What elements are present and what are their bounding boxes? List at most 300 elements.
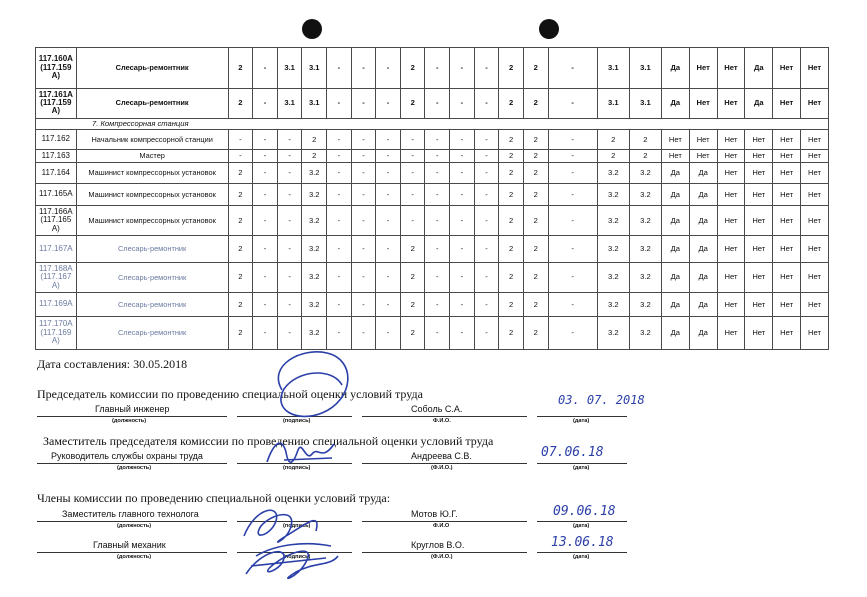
table-cell: 3.2	[597, 184, 629, 206]
table-cell: 3.2	[629, 293, 661, 317]
table-row	[36, 317, 829, 350]
workplace-code: 117.163	[36, 150, 77, 162]
caption-signature: (подпись)	[283, 554, 311, 560]
table-cell: -	[253, 236, 278, 262]
table-cell: Да	[689, 262, 717, 293]
table-cell: Нет	[689, 150, 717, 162]
table-cell: -	[474, 150, 499, 162]
table-cell: -	[450, 262, 475, 293]
table-cell: -	[351, 48, 376, 89]
table-cell: -	[351, 236, 376, 262]
punch-hole-right	[539, 19, 559, 39]
caption-signature: (подпись)	[283, 465, 311, 471]
table-cell: 3.2	[597, 236, 629, 262]
table-cell: -	[548, 293, 597, 317]
table-cell: -	[376, 150, 401, 162]
table-cell: -	[327, 150, 352, 162]
table-cell: 3.1	[597, 48, 629, 89]
table-cell: -	[277, 205, 302, 236]
table-cell: 2	[499, 129, 524, 149]
table-cell: Нет	[801, 205, 829, 236]
table-cell: 2	[523, 88, 548, 118]
member-2-name: Круглов В.О.	[411, 540, 465, 550]
table-cell: 2	[499, 205, 524, 236]
member-1-position: Заместитель главного технолога	[62, 509, 199, 519]
caption-signature: (подпись)	[283, 418, 311, 424]
caption-date: (дата)	[573, 465, 590, 471]
table-cell: 3.2	[597, 293, 629, 317]
table-cell: -	[425, 88, 450, 118]
table-cell: -	[376, 205, 401, 236]
table-cell: 2	[523, 150, 548, 162]
workplace-code: 117.164	[36, 162, 77, 184]
table-cell: -	[425, 184, 450, 206]
table-cell: -	[351, 262, 376, 293]
table-cell: -	[548, 317, 597, 350]
table-cell: 2	[499, 236, 524, 262]
table-cell: Нет	[717, 129, 745, 149]
table-cell: Нет	[801, 48, 829, 89]
table-cell: 3.2	[302, 162, 327, 184]
table-cell: -	[351, 317, 376, 350]
table-cell: Да	[689, 162, 717, 184]
table-cell: 2	[400, 317, 425, 350]
job-title: Слесарь-ремонтник	[76, 317, 228, 350]
caption-date: (дата)	[573, 554, 590, 560]
table-cell: -	[425, 129, 450, 149]
table-cell: Да	[689, 317, 717, 350]
deputy-name: Андреева С.В.	[411, 451, 472, 461]
table-cell: Нет	[773, 205, 801, 236]
table-cell: -	[450, 48, 475, 89]
table-cell: 3.2	[629, 162, 661, 184]
table-cell: 2	[228, 317, 253, 350]
table-row	[36, 205, 829, 236]
table-cell: Нет	[717, 293, 745, 317]
table-cell: 2	[400, 262, 425, 293]
table-cell: Нет	[745, 317, 773, 350]
table-cell: 3.2	[629, 262, 661, 293]
table-cell: Нет	[717, 48, 745, 89]
table-cell: -	[548, 150, 597, 162]
table-cell: -	[327, 48, 352, 89]
table-cell: -	[548, 162, 597, 184]
table-cell: Нет	[801, 184, 829, 206]
table-cell: Нет	[717, 236, 745, 262]
table-cell: 3.1	[597, 88, 629, 118]
table-row	[36, 150, 829, 162]
job-title: Машинист компрессорных установок	[76, 162, 228, 184]
table-cell: 3.2	[629, 184, 661, 206]
table-cell: -	[450, 317, 475, 350]
table-cell: -	[474, 205, 499, 236]
table-cell: 2	[523, 262, 548, 293]
table-cell: 2	[400, 88, 425, 118]
caption-name: (Ф.И.О.)	[431, 465, 453, 471]
table-cell: -	[351, 150, 376, 162]
table-cell: 2	[499, 184, 524, 206]
table-cell: -	[400, 162, 425, 184]
deputy-heading: Заместитель председателя комиссии по проведению специальной оценки условий труда	[43, 434, 494, 448]
table-cell: -	[474, 88, 499, 118]
table-cell: -	[376, 129, 401, 149]
table-cell: -	[327, 293, 352, 317]
table-cell: -	[228, 129, 253, 149]
table-cell: Да	[689, 205, 717, 236]
table-cell: Да	[661, 205, 689, 236]
table-cell: Да	[745, 88, 773, 118]
table-cell: 2	[499, 150, 524, 162]
table-cell: -	[327, 236, 352, 262]
table-row	[36, 129, 829, 149]
job-title: Слесарь-ремонтник	[76, 236, 228, 262]
table-cell: -	[277, 129, 302, 149]
table-cell: 3.2	[302, 236, 327, 262]
table-cell: -	[253, 184, 278, 206]
table-cell: -	[474, 162, 499, 184]
table-cell: -	[376, 293, 401, 317]
table-cell: 3.2	[302, 205, 327, 236]
table-cell: 2	[499, 317, 524, 350]
table-cell: -	[425, 150, 450, 162]
table-cell: -	[474, 129, 499, 149]
table-cell: 2	[597, 129, 629, 149]
table-cell: Нет	[717, 88, 745, 118]
table-cell: Нет	[801, 293, 829, 317]
table-cell: 2	[629, 129, 661, 149]
table-cell: Нет	[717, 317, 745, 350]
table-cell: Да	[661, 88, 689, 118]
table-cell: Нет	[801, 88, 829, 118]
table-cell: Нет	[717, 205, 745, 236]
table-cell: -	[351, 88, 376, 118]
table-cell: 2	[302, 129, 327, 149]
table-cell: -	[327, 184, 352, 206]
table-cell: Нет	[801, 236, 829, 262]
caption-date: (дата)	[573, 418, 590, 424]
table-cell: -	[277, 150, 302, 162]
table-cell: -	[474, 236, 499, 262]
workplace-code: 117.170А (117.169 А)	[36, 317, 77, 350]
table-cell: Нет	[717, 150, 745, 162]
table-cell: 3.2	[629, 236, 661, 262]
table-cell: 3.1	[277, 48, 302, 89]
table-cell: Нет	[773, 262, 801, 293]
table-cell: Да	[689, 184, 717, 206]
table-cell: 3.2	[597, 317, 629, 350]
chairman-heading: Председатель комиссии по проведению специальной оценки условий труда	[37, 387, 423, 401]
member-2-date: 13.06.18	[551, 535, 614, 550]
table-cell: Да	[661, 317, 689, 350]
caption-position: (должность)	[117, 523, 152, 529]
table-cell: -	[376, 317, 401, 350]
table-cell: -	[277, 236, 302, 262]
table-cell: Нет	[689, 129, 717, 149]
table-cell: -	[474, 184, 499, 206]
table-cell: -	[228, 150, 253, 162]
table-cell: -	[253, 48, 278, 89]
table-cell: -	[327, 88, 352, 118]
table-cell: -	[253, 262, 278, 293]
section-row	[36, 118, 829, 129]
caption-signature: (подпись)	[283, 523, 311, 529]
table-cell: Нет	[773, 129, 801, 149]
table-cell: -	[277, 317, 302, 350]
table-cell: -	[327, 262, 352, 293]
table-cell: Нет	[717, 184, 745, 206]
table-cell: -	[548, 88, 597, 118]
table-cell: -	[351, 293, 376, 317]
table-cell: 2	[499, 88, 524, 118]
table-cell: -	[400, 129, 425, 149]
workplace-code: 117.168А (117.167 А)	[36, 262, 77, 293]
table-cell: 2	[228, 88, 253, 118]
workplace-code: 117.169А	[36, 293, 77, 317]
table-cell: 2	[228, 262, 253, 293]
table-cell: -	[376, 88, 401, 118]
table-cell: 3.1	[277, 88, 302, 118]
table-cell: -	[253, 88, 278, 118]
caption-name: (Ф.И.О.)	[431, 554, 453, 560]
table-cell: 3.2	[302, 262, 327, 293]
table-cell: Нет	[773, 48, 801, 89]
table-cell: -	[425, 48, 450, 89]
job-title: Слесарь-ремонтник	[76, 293, 228, 317]
caption-position: (должность)	[112, 418, 147, 424]
table-cell: Да	[689, 293, 717, 317]
table-cell: -	[376, 236, 401, 262]
section-title: 7. Компрессорная станция	[36, 118, 829, 129]
job-title: Слесарь-ремонтник	[76, 48, 228, 89]
table-cell: -	[548, 205, 597, 236]
table-cell: 2	[597, 150, 629, 162]
table-cell: -	[327, 205, 352, 236]
table-cell: -	[450, 293, 475, 317]
table-cell: -	[253, 129, 278, 149]
table-cell: -	[425, 293, 450, 317]
table-cell: -	[425, 236, 450, 262]
table-row	[36, 184, 829, 206]
table-cell: -	[351, 162, 376, 184]
workplace-code: 117.162	[36, 129, 77, 149]
table-cell: Нет	[773, 162, 801, 184]
table-cell: -	[253, 317, 278, 350]
table-cell: -	[253, 162, 278, 184]
table-cell: -	[376, 184, 401, 206]
table-cell: -	[351, 184, 376, 206]
table-cell: Да	[661, 162, 689, 184]
deputy-date: 07.06.18	[541, 445, 604, 460]
table-cell: -	[425, 162, 450, 184]
chairman-signature	[262, 345, 362, 425]
table-row	[36, 162, 829, 184]
table-cell: -	[450, 162, 475, 184]
table-cell: Нет	[773, 236, 801, 262]
table-cell: 2	[400, 48, 425, 89]
table-cell: 2	[629, 150, 661, 162]
table-cell: Нет	[773, 150, 801, 162]
table-cell: 3.2	[302, 293, 327, 317]
workplace-code: 117.165А	[36, 184, 77, 206]
workplace-code: 117.167А	[36, 236, 77, 262]
table-cell: Нет	[773, 88, 801, 118]
table-cell: 2	[400, 236, 425, 262]
table-cell: 3.2	[597, 205, 629, 236]
table-cell: 2	[499, 262, 524, 293]
table-cell: 2	[499, 293, 524, 317]
table-cell: Нет	[717, 162, 745, 184]
table-cell: Нет	[773, 293, 801, 317]
table-cell: Нет	[801, 317, 829, 350]
table-cell: 2	[523, 48, 548, 89]
table-cell: 3.2	[302, 317, 327, 350]
compilation-date: Дата составления: 30.05.2018	[37, 357, 188, 371]
table-row	[36, 48, 829, 89]
table-cell: 3.2	[597, 262, 629, 293]
table-cell: Нет	[717, 262, 745, 293]
table-cell: Нет	[745, 150, 773, 162]
table-cell: Нет	[745, 262, 773, 293]
assessment-table	[35, 47, 829, 350]
table-cell: 3.2	[302, 184, 327, 206]
member-2-position: Главный механик	[93, 540, 166, 550]
table-cell: Нет	[801, 162, 829, 184]
table-row	[36, 293, 829, 317]
table-cell: -	[327, 162, 352, 184]
table-cell: -	[400, 150, 425, 162]
table-cell: -	[327, 317, 352, 350]
table-cell: -	[450, 88, 475, 118]
deputy-position: Руководитель службы охраны труда	[51, 451, 203, 461]
table-cell: -	[425, 317, 450, 350]
table-cell: Да	[689, 236, 717, 262]
members-signatures	[236, 496, 346, 586]
table-cell: -	[425, 262, 450, 293]
table-cell: 3.2	[597, 162, 629, 184]
chairman-date: 03. 07. 2018	[558, 393, 645, 407]
table-cell: -	[450, 205, 475, 236]
table-cell: -	[450, 236, 475, 262]
table-cell: -	[376, 48, 401, 89]
caption-position: (должность)	[117, 554, 152, 560]
table-cell: Да	[745, 48, 773, 89]
table-cell: 2	[523, 162, 548, 184]
table-cell: -	[253, 205, 278, 236]
table-cell: -	[548, 184, 597, 206]
table-cell: Нет	[689, 88, 717, 118]
caption-position: (должность)	[117, 465, 152, 471]
table-cell: -	[277, 184, 302, 206]
table-cell: -	[351, 205, 376, 236]
table-cell: Нет	[745, 184, 773, 206]
table-cell: 2	[523, 317, 548, 350]
table-cell: 2	[228, 48, 253, 89]
workplace-code: 117.160А (117.159 А)	[36, 48, 77, 89]
job-title: Машинист компрессорных установок	[76, 184, 228, 206]
job-title: Слесарь-ремонтник	[76, 88, 228, 118]
table-cell: Да	[661, 236, 689, 262]
table-cell: Нет	[801, 150, 829, 162]
table-cell: -	[474, 293, 499, 317]
table-cell: 3.1	[629, 48, 661, 89]
table-cell: 3.1	[302, 48, 327, 89]
table-cell: 2	[499, 162, 524, 184]
chairman-position: Главный инженер	[95, 404, 170, 414]
table-cell: 2	[523, 184, 548, 206]
table-cell: Нет	[689, 48, 717, 89]
table-cell: Нет	[745, 236, 773, 262]
workplace-code: 117.161А (117.159 А)	[36, 88, 77, 118]
member-1-date: 09.06.18	[553, 504, 616, 519]
table-cell: Нет	[801, 129, 829, 149]
table-cell: -	[253, 150, 278, 162]
members-heading: Члены комиссии по проведению специальной оценки условий труда:	[37, 491, 391, 505]
table-cell: 2	[228, 236, 253, 262]
table-cell: Да	[661, 293, 689, 317]
table-cell: Нет	[661, 150, 689, 162]
job-title: Машинист компрессорных установок	[76, 205, 228, 236]
table-cell: Нет	[801, 262, 829, 293]
table-cell: -	[450, 184, 475, 206]
table-row	[36, 262, 829, 293]
table-cell: 3.2	[629, 317, 661, 350]
table-cell: -	[327, 129, 352, 149]
job-title: Начальник компрессорной станции	[76, 129, 228, 149]
table-cell: 2	[523, 293, 548, 317]
table-cell: -	[277, 162, 302, 184]
table-cell: -	[474, 48, 499, 89]
table-cell: -	[548, 129, 597, 149]
table-row	[36, 236, 829, 262]
table-cell: -	[400, 205, 425, 236]
table-cell: Да	[661, 262, 689, 293]
caption-date: (дата)	[573, 523, 590, 529]
table-cell: -	[400, 184, 425, 206]
table-cell: -	[376, 162, 401, 184]
table-cell: Нет	[745, 129, 773, 149]
table-cell: -	[548, 236, 597, 262]
table-cell: 2	[523, 129, 548, 149]
job-title: Мастер	[76, 150, 228, 162]
table-cell: Да	[661, 184, 689, 206]
table-cell: 3.2	[629, 205, 661, 236]
member-1-name: Мотов Ю.Г.	[411, 509, 458, 519]
table-cell: Нет	[745, 162, 773, 184]
workplace-code: 117.166А (117.165 А)	[36, 205, 77, 236]
table-cell: Нет	[773, 317, 801, 350]
table-cell: -	[450, 129, 475, 149]
table-cell: Нет	[773, 184, 801, 206]
table-cell: 2	[228, 293, 253, 317]
table-cell: 3.1	[302, 88, 327, 118]
table-cell: 2	[228, 184, 253, 206]
table-cell: 2	[523, 236, 548, 262]
table-cell: -	[548, 262, 597, 293]
table-cell: Нет	[745, 205, 773, 236]
table-cell: 2	[228, 162, 253, 184]
table-cell: Нет	[661, 129, 689, 149]
punch-hole-left	[302, 19, 322, 39]
table-cell: 2	[400, 293, 425, 317]
table-cell: -	[548, 48, 597, 89]
table-cell: Да	[661, 48, 689, 89]
table-cell: -	[450, 150, 475, 162]
table-cell: 2	[499, 48, 524, 89]
table-cell: 2	[228, 205, 253, 236]
deputy-signature	[262, 432, 342, 474]
table-cell: -	[277, 262, 302, 293]
table-row	[36, 88, 829, 118]
